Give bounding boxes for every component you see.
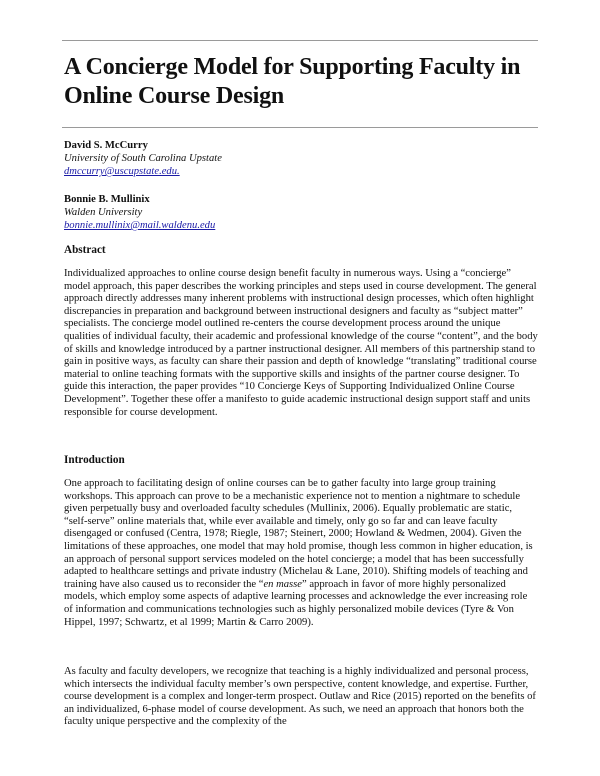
author-name: Bonnie B. Mullinix <box>64 194 150 205</box>
author-block-2 <box>64 193 215 232</box>
paper-title: A Concierge Model for Supporting Faculty in Online Course Design <box>64 54 521 109</box>
introduction-paragraph-2: As faculty and faculty developers, we recognize that teaching is a highly individualized and personal process, which intersects the individual faculty member’s own perspective, content knowledge, and expertise. Further, course development is a complex and longer-term prospect. Outlaw and Rice (2015) reported on the benefits of an individualized, 6-phase model of course development. As such, we need an approach that honors both the faculty unique perspective and the complexity of the <box>64 666 536 728</box>
author-block-1 <box>64 139 222 178</box>
top-rule <box>62 40 538 41</box>
author-email-link[interactable]: dmccurry@uscupstate.edu. <box>64 166 180 177</box>
abstract-heading: Abstract <box>64 244 106 256</box>
author-affiliation: Walden University <box>64 207 143 218</box>
intro-text: ” approach in favor of more highly personalized models, which employ some aspects of adaptive learning processes and acknowledge the ever increasing role of information and communications technologies such as highly personalized mobile devices (Tyre & Von Hippel, 1997; Schwartz, et al 1999; Martin & Carro 2009). <box>64 578 528 628</box>
title-rule <box>62 127 538 128</box>
author-name: David S. McCurry <box>64 140 148 151</box>
introduction-heading: Introduction <box>64 454 125 466</box>
intro-text: One approach to facilitating design of online courses can be to gather faculty into large group training workshops. This approach can prove to be a mechanistic experience not to mention a nightmare to schedule given perpetually busy and overloaded faculty schedules (Mullinix, 2006). Equally problematic are static, “self-serve” online materials that, while ever available and timely, only go so far and can leave faculty disengaged or confused (Centra, 1978; Riegle, 1987; Steinert, 2000; Howland & Wedmen, 2004). Given the limitations of these approaches, one model that may hold promise, though less common in higher education, is an approach of personal support services modeled on the hotel concierge; a model that has been successfully adapted to healthcare settings and private industry (Michelau & Lane, 2010). Shifting models of teaching and training have also caused us to reconsider the “ <box>64 478 533 590</box>
author-email-link[interactable]: bonnie.mullinix@mail.waldenu.edu <box>64 220 216 231</box>
introduction-paragraph-1 <box>64 478 538 629</box>
author-affiliation: University of South Carolina Upstate <box>64 153 222 164</box>
intro-emphasis: en masse <box>263 578 302 590</box>
abstract-paragraph: Individualized approaches to online course design benefit faculty in numerous ways. Using a “concierge” model approach, this paper describes the working principles and steps used in course development. The general approach directly addresses many inherent problems with instructional design processes, which often highlight discrepancies in preparation and background between instructional designers and faculty as “subject matter” specialists. The concierge model outlined re-centers the course development process around the unique qualities of individual faculty, their academic and professional knowledge of the course “content”, and the body of skills and knowledge introduced by a partner instructional designer. All members of this partnership stand to gain in positive ways, as faculty can share their passion and depth of knowledge “translating” traditional course material to online teaching formats with the supportive skills and insights of the partner course designer. To guide this interaction, the paper provides “10 Concierge Keys of Supporting Individualized Online Course Development”. Together these offer a manifesto to guide academic instructional design support staff and units responsible for course development. <box>64 268 538 418</box>
